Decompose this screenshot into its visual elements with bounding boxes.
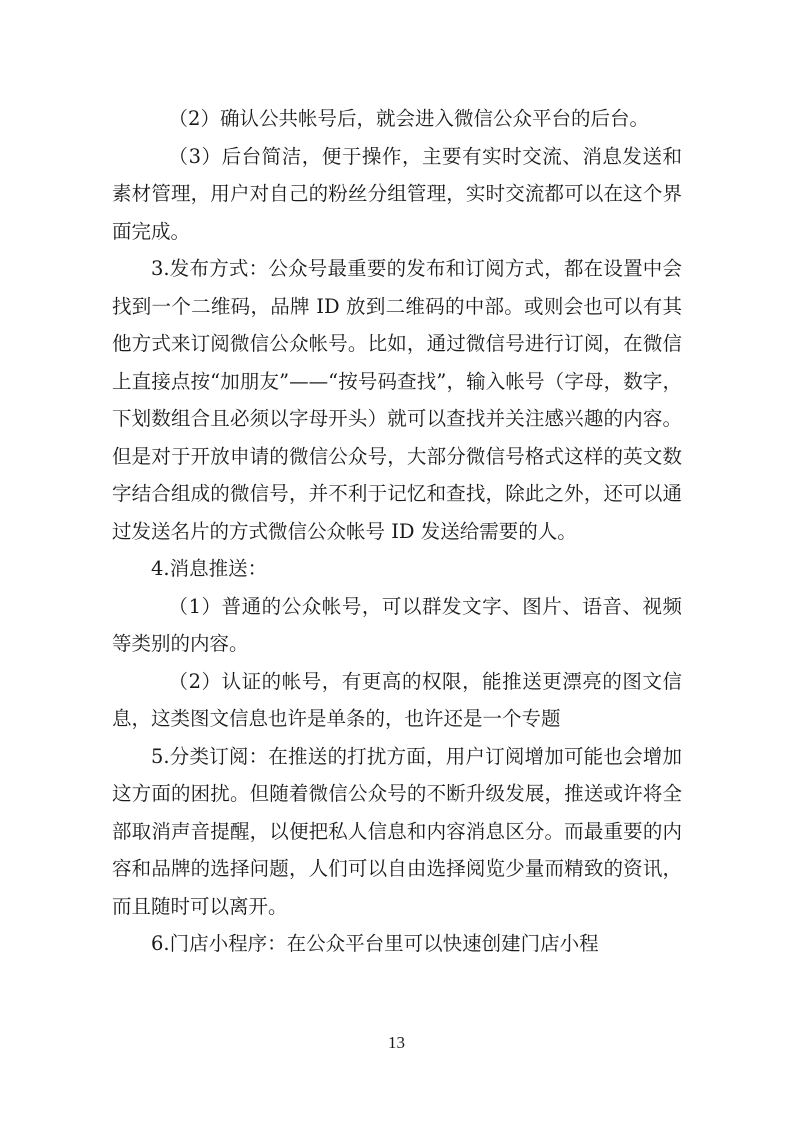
paragraph-store-mini-program: 6.门店小程序：在公众平台里可以快速创建门店小程	[151, 932, 599, 955]
paragraph-step-3: （3）后台简洁，便于操作，主要有实时交流、消息发送和素材管理，用户对自己的粉丝分组管理，实时交流都可以在这个界面完成。	[112, 144, 682, 243]
body-text	[112, 100, 682, 963]
paragraph-ordinary-account: （1）普通的公众帐号，可以群发文字、图片、语音、视频等类别的内容。	[112, 594, 682, 655]
paragraph-message-push-heading: 4.消息推送：	[151, 557, 268, 580]
paragraph-step-2: （2）确认公共帐号后，就会进入微信公众平台的后台。	[168, 107, 649, 130]
paragraph-publish-method: 3.发布方式：公众号最重要的发布和订阅方式，都在设置中会找到一个二维码，品牌 ID 放到二维码的中部。或则会也可以有其他方式来订阅微信公众帐号。比如，通过微信号进行订阅，在微信上直接点按“加朋友”——“按号码查找”，输入帐号（字母，数字，下划数组合且必须以字母开头）就可以查找并关注感兴趣的内容。但是对于开放申请的微信公众号，大部分微信号格式这样的英文数字结合组成的微信号，并不利于记忆和查找，除此之外，还可以通过发送名片的方式微信公众帐号 ID 发送给需要的人。	[112, 257, 682, 543]
paragraph-verified-account: （2）认证的帐号，有更高的权限，能推送更漂亮的图文信息，这类图文信息也许是单条的，也许还是一个专题	[112, 669, 682, 730]
paragraph-category-subscription: 5.分类订阅：在推送的打扰方面，用户订阅增加可能也会增加这方面的困扰。但随着微信公众号的不断升级发展，推送或许将全部取消声音提醒，以便把私人信息和内容消息区分。而最重要的内容和品牌的选择问题，人们可以自由选择阅览少量而精致的资讯，而且随时可以离开。	[112, 744, 682, 918]
page-number: 13	[388, 1033, 405, 1052]
